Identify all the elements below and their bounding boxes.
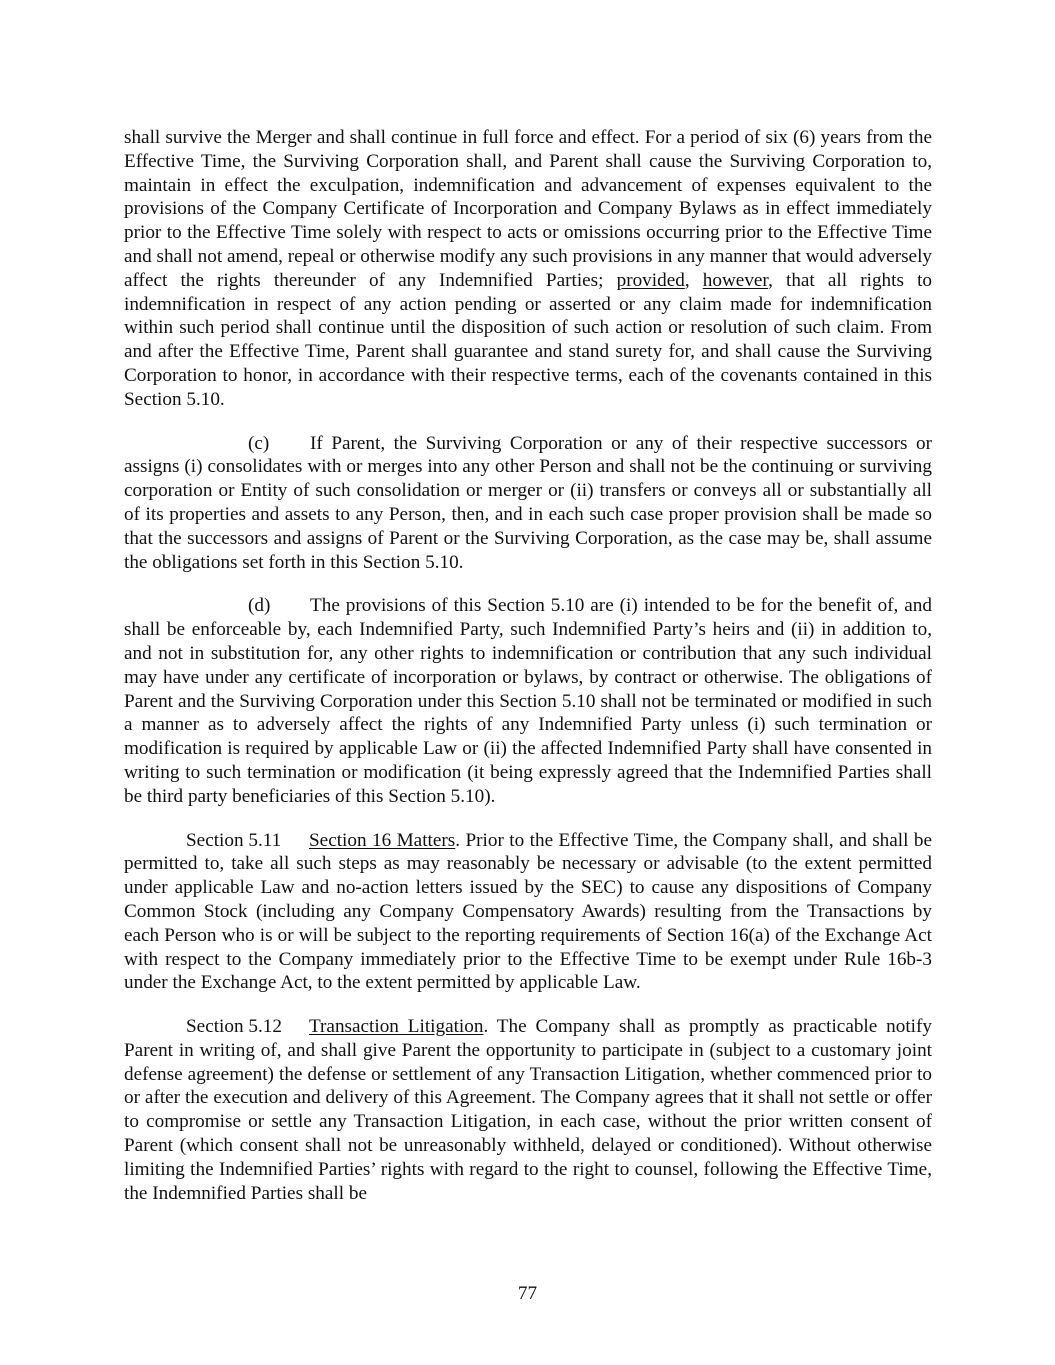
section-5-12-number: Section 5.12: [186, 1016, 282, 1038]
section-5-11-text: . Prior to the Effective Time, the Company shall, and shall be permitted to, take all such steps as may reasonably be necessary or advisable (to the extent permitted under applicable Law and no-action letters issued by the SEC) to cause any dispositions of Company Common Stock (including any Company Compensatory Awards) resulting from the Transactions by each Person who is or will be subject to the reporting requirements of Section 16(a) of the Exchange Act with respect to the Company immediately prior to the Effective Time to be exempt under Rule 16b-3 under the Exchange Act, to the extent permitted by applicable Law.: [124, 829, 933, 994]
paragraph-c-text: If Parent, the Surviving Corporation or any of their respective successors or assigns (i) consolidates with or merges into any other Person and shall not be the continuing or surviving corporation or Entity of such consolidation or merger or (ii) transfers or conveys all or substantially all of its properties and assets to any Person, then, and in each such case proper provision shall be made so that the successors and assigns of Parent or the Surviving Corporation, as the case may be, shall assume the obligations set forth in this Section 5.10.: [124, 432, 932, 573]
paragraph-b-text-1: shall survive the Merger and shall continue in full force and effect. For a period of six (6) years from the Effective Time, the Surviving Corporation shall, and Parent shall cause the Surviving Corporation to, maintain in effect the exculpation, indemnification and advancement of expenses equivalent to the provisions of the Company Certificate of Incorporation and Company Bylaws as in effect immediately prior to the Effective Time solely with respect to acts or omissions occurring prior to the Effective Time and shall not amend, repeal or otherwise modify any such provisions in any manner that would adversely affect the rights thereunder of any Indemnified Parties;: [124, 127, 932, 291]
section-5-11: [124, 829, 932, 996]
section-5-12: [124, 1015, 932, 1205]
section-5-11-number: Section 5.11: [186, 829, 282, 851]
paragraph-d-text: The provisions of this Section 5.10 are (i) intended to be for the benefit of, and shall be enforceable by, each Indemnified Party, such Indemnified Party’s heirs and (ii) in addition to, and not in substitution for, any other rights to indemnification or contribution that any such individual may have under any certificate of incorporation or bylaws, by contract or otherwise. The obligations of Parent and the Surviving Corporation under this Section 5.10 shall not be terminated or modified in such a manner as to adversely affect the rights of any Indemnified Party unless (i) such termination or modification is required by applicable Law or (ii) the affected Indemnified Party shall have consented in writing to such termination or modification (it being expressly agreed that the Indemnified Parties shall be third party beneficiaries of this Section 5.10).: [124, 595, 932, 807]
document-page: [124, 126, 932, 1225]
paragraph-b-continued: [124, 126, 932, 412]
section-5-12-heading: Transaction Litigation: [309, 1016, 484, 1038]
comma-separator: ,: [684, 269, 703, 291]
section-5-12-text: . The Company shall as promptly as practicable notify Parent in writing of, and shall give Parent the opportunity to participate in (subject to a customary joint defense agreement) the defense or settlement of any Transaction Litigation, whether commenced prior to or after the execution and delivery of this Agreement. The Company agrees that it shall not settle or offer to compromise or settle any Transaction Litigation, in each case, without the prior written consent of Parent (which consent shall not be unreasonably withheld, delayed or conditioned). Without otherwise limiting the Indemnified Parties’ rights with regard to the right to counsel, following the Effective Time, the Indemnified Parties shall be: [124, 1016, 933, 1204]
paragraph-c-label: (c): [248, 432, 270, 454]
paragraph-d-label: (d): [248, 595, 271, 617]
provided-term: provided: [616, 269, 685, 291]
paragraph-b-text-2: , that all rights to indemnification in respect of any action pending or asserted or any claim made for indemnification within such period shall continue until the disposition of such action or resolution of such claim. From and after the Effective Time, Parent shall guarantee and stand surety for, and shall cause the Surviving Corporation to honor, in accordance with their respective terms, each of the covenants contained in this Section 5.10.: [124, 269, 932, 410]
paragraph-c: [124, 432, 932, 575]
however-term: however: [702, 269, 769, 291]
page-number: 77: [517, 1283, 538, 1304]
section-5-11-heading: Section 16 Matters: [309, 829, 456, 851]
paragraph-d: [124, 594, 932, 808]
